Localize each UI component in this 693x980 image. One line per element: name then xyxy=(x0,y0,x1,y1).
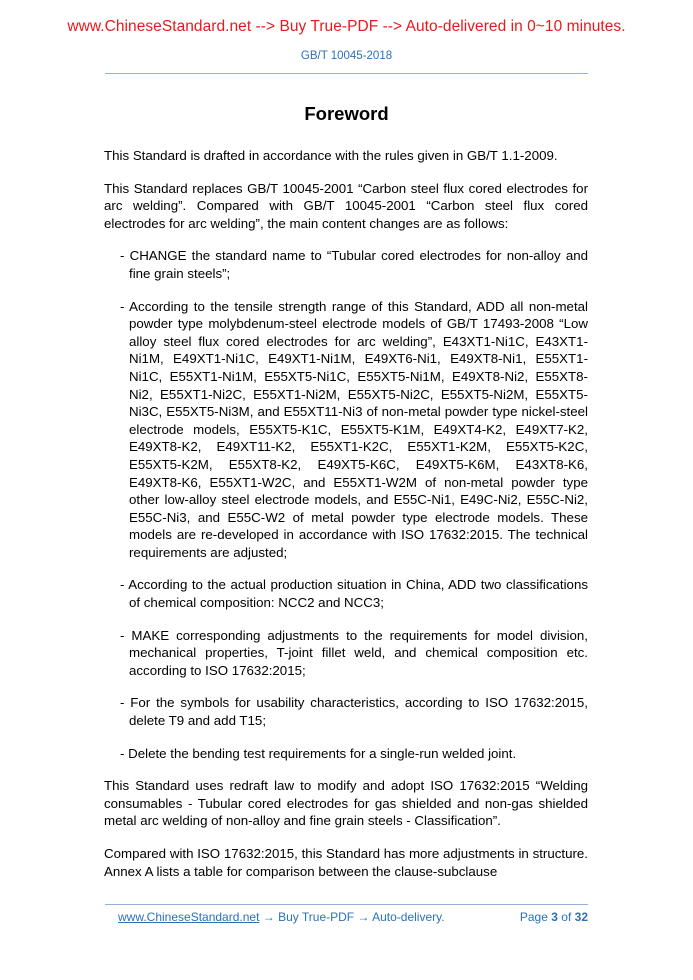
document-code: GB/T 10045-2018 xyxy=(300,50,393,62)
page-label: Page xyxy=(519,910,548,924)
paragraph-drafting-rules: This Standard is drafted in accordance with the rules given in GB/T 1.1-2009. xyxy=(104,148,558,163)
footer-delivery-text: → Buy True-PDF → Auto-delivery. xyxy=(259,910,445,924)
page-title: Foreword xyxy=(304,103,389,124)
paragraph-comparison: Compared with ISO 17632:2015, this Standard has more adjustments in structure. Annex A lists a table for comparison between the clause-subclause xyxy=(104,846,588,879)
list-item: - According to the tensile strength range of this Standard, ADD all non-metal powder type molybdenum-steel electrode models of GB/T 17493-2008 “Low alloy steel flux cored electrodes for arc welding”, E43XT1-Ni1C, E43XT1-Ni1M, E49XT1-Ni1C, E49XT1-Ni1M, E49XT6-Ni1, E49XT8-Ni1, E55XT1-Ni1C, E55XT1-Ni1M, E55XT5-Ni1C, E55XT5-Ni1M, E49XT8-Ni2, E55XT8-Ni2, E55XT1-Ni2C, E55XT1-Ni2M, E55XT5-Ni2C, E55XT5-Ni2M, E55XT5-Ni3C, E55XT5-Ni3M, and E55XT11-Ni3 of non-metal powder type nickel-steel electrode models, E55XT5-K1C, E55XT5-K1M, E49XT4-K2, E49XT7-K2, E49XT8-K2, E49XT11-K2, E55XT1-K2C, E55XT1-K2M, E55XT5-K2C, E55XT5-K2M, E55XT8-K2, E49XT5-K6C, E49XT5-K6M, E43XT8-K6, E49XT8-K6, E55XT1-W2C, and E55XT1-W2M of non-metal powder type other low-alloy steel electrode models, and E55C-Ni1, E49C-Ni2, E55C-Ni2, E55C-Ni3, and E55C-W2 of metal powder type electrode models. These models are re-developed in accordance with ISO 17632:2015. The technical requirements are adjusted; xyxy=(120,298,588,560)
list-item: - CHANGE the standard name to “Tubular cored electrodes for non-alloy and fine grain steels”; xyxy=(120,248,588,281)
list-item: - MAKE corresponding adjustments to the requirements for model division, mechanical properties, T-joint fillet weld, and chemical composition etc. according to ISO 17632:2015; xyxy=(120,627,588,678)
list-item: - According to the actual production situation in China, ADD two classifications of chemical composition: NCC2 and NCC3; xyxy=(120,577,588,611)
footer-site-link[interactable]: www.ChineseStandard.net xyxy=(118,910,260,924)
list-item: - Delete the bending test requirements for a single-run welded joint. xyxy=(120,745,517,761)
footer-divider xyxy=(105,904,588,905)
page-indicator xyxy=(520,910,588,924)
foreword-body xyxy=(104,147,588,895)
paragraph-adoption: This Standard uses redraft law to modify and adopt ISO 17632:2015 “Welding consumables - Tubular cored electrodes for gas shielded and non-gas shielded metal arc welding of non-alloy and fine grain steels - Classification”. xyxy=(104,778,588,829)
page-number: 3 xyxy=(551,910,558,924)
list-item: - For the symbols for usability characteristics, according to ISO 17632:2015, delete T9 and add T15; xyxy=(120,695,588,729)
header-divider xyxy=(105,73,588,74)
of-label: of xyxy=(561,910,572,924)
top-banner[interactable]: www.ChineseStandard.net --> Buy True-PDF --> Auto-delivered in 0~10 minutes. xyxy=(67,18,626,35)
footer xyxy=(118,910,588,924)
paragraph-replacement: This Standard replaces GB/T 10045-2001 “Carbon steel flux cored electrodes for arc welding”. Compared with GB/T 10045-2001 “Carbon steel flux cored electrodes for arc welding”, the main content changes are as follows: xyxy=(104,180,588,231)
page-total: 32 xyxy=(574,910,588,924)
